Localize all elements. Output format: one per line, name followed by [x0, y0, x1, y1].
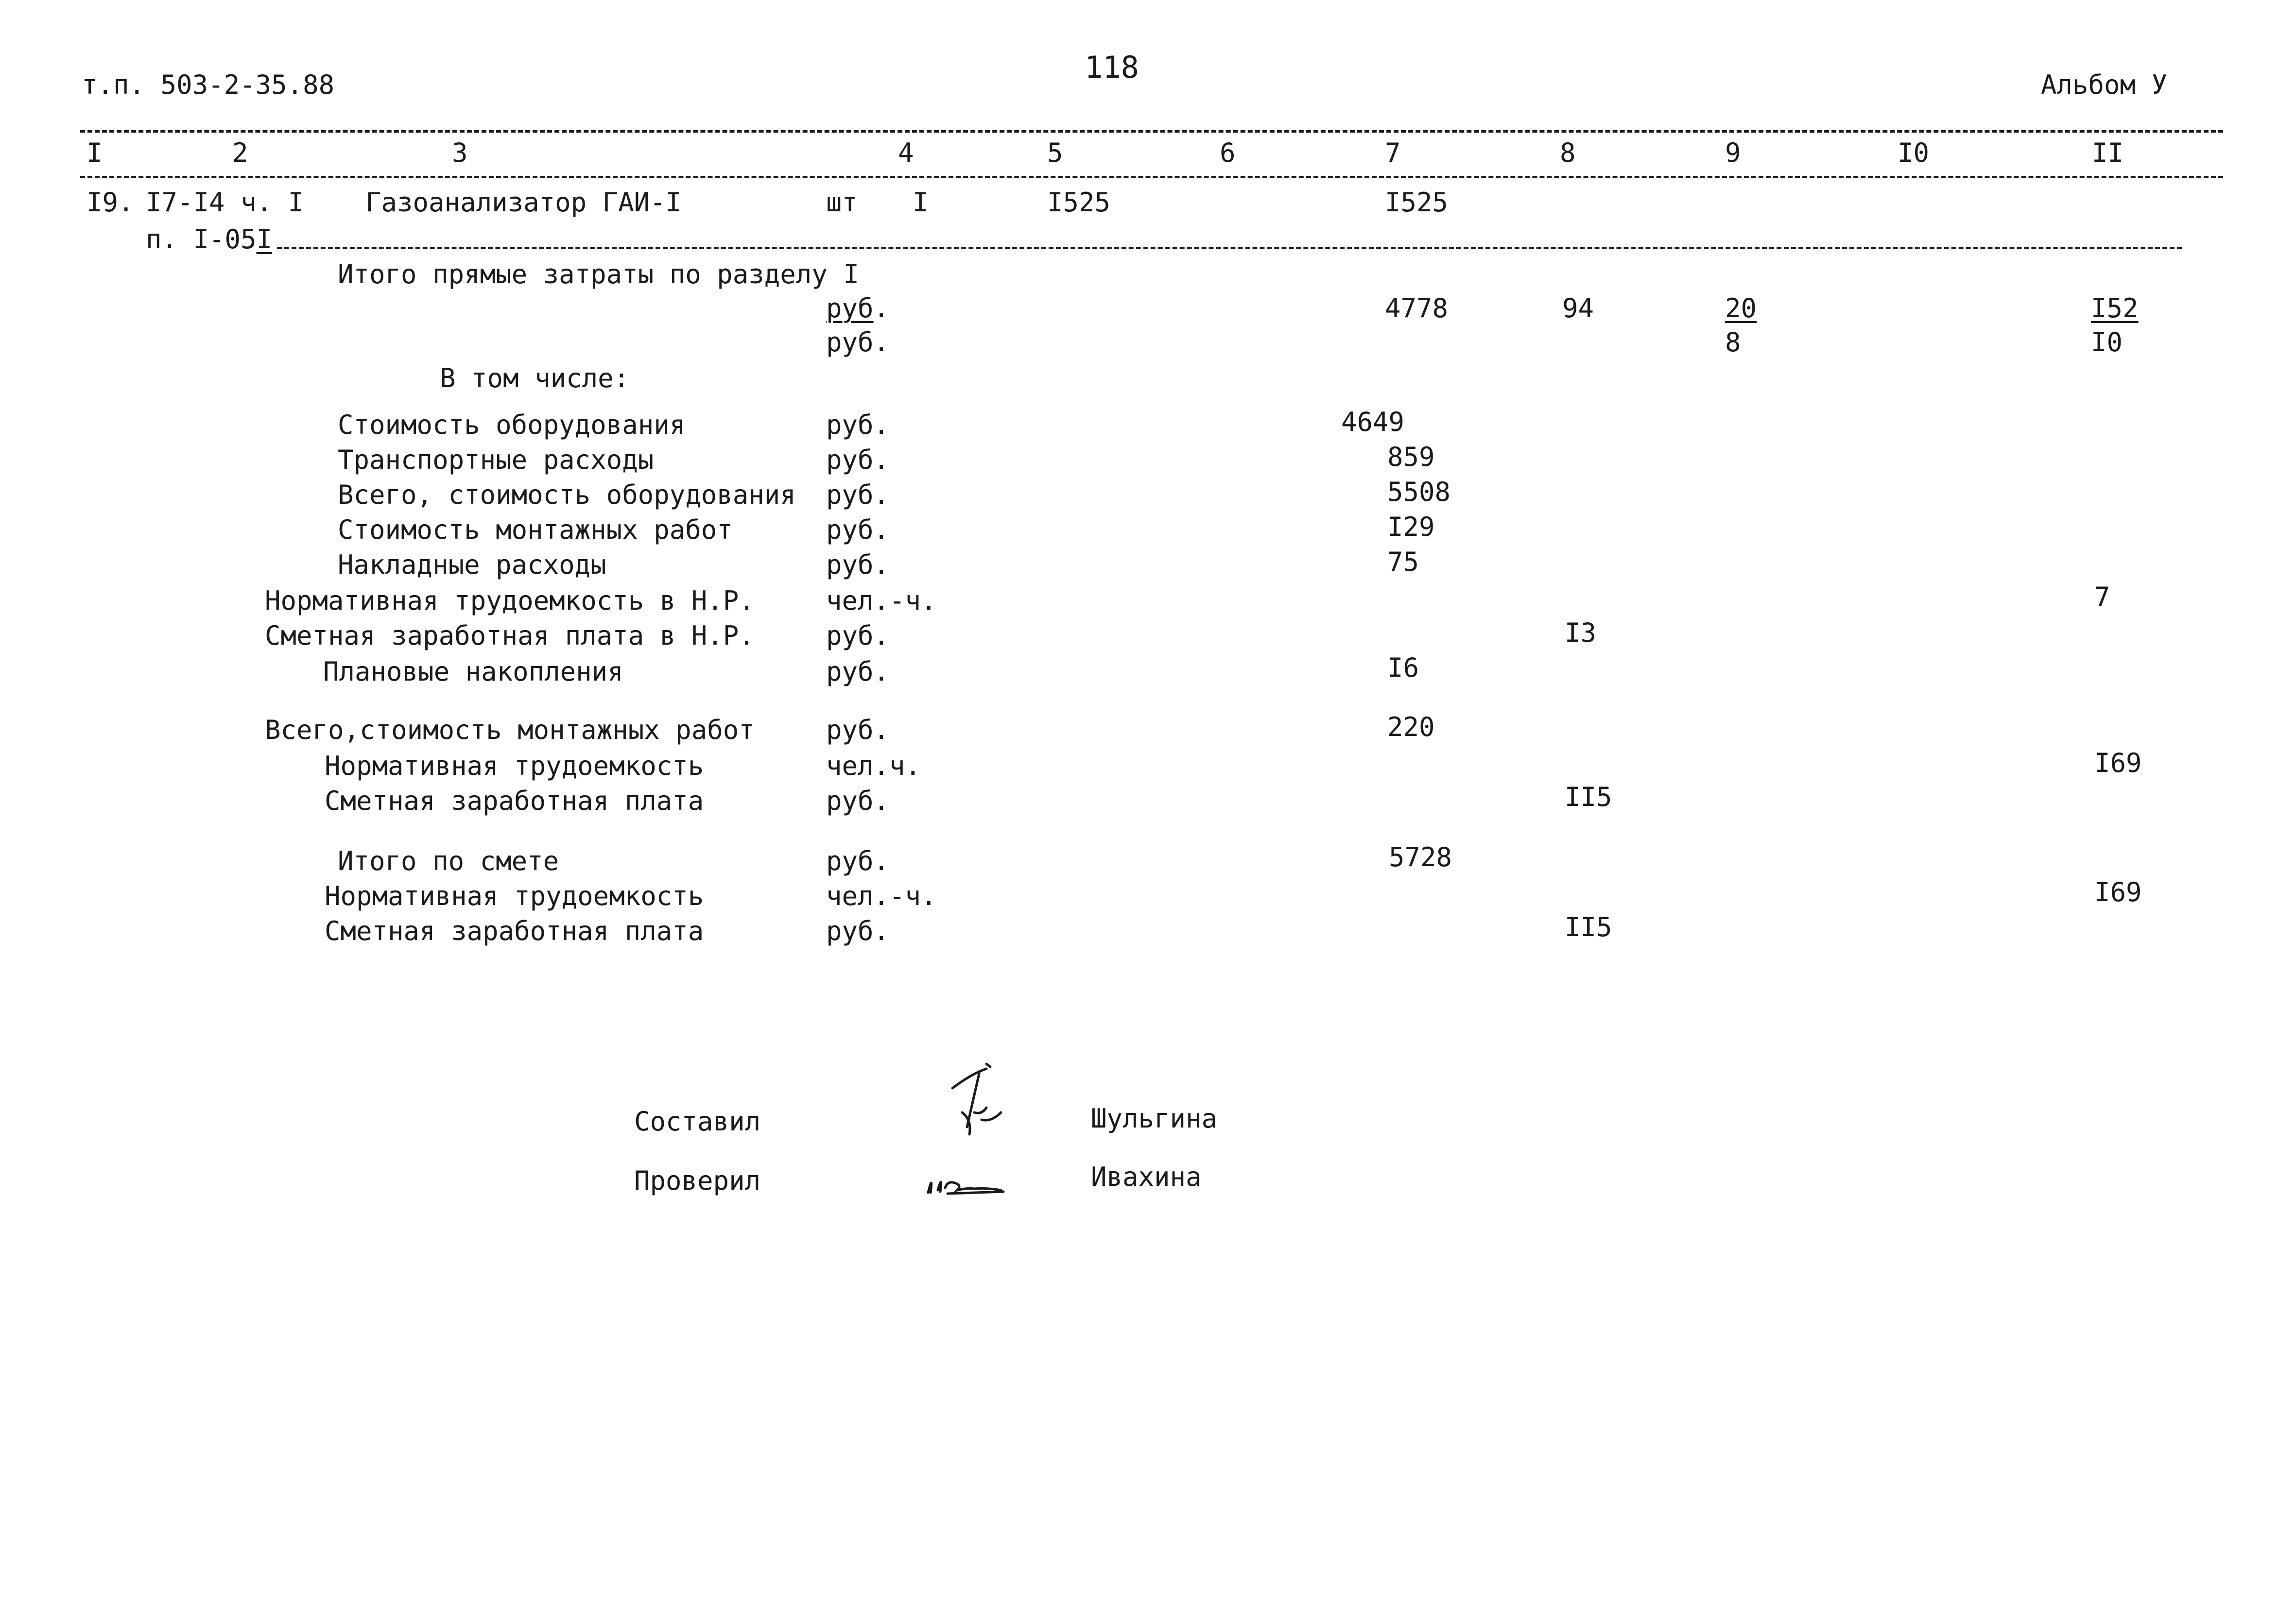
- row-code2-tail: I: [256, 224, 273, 255]
- wage-np-value: I3: [1565, 617, 1597, 648]
- equipment-cost-unit: руб.: [826, 410, 890, 440]
- row-code: I7-I4 ч. I: [146, 187, 304, 218]
- estimate-total-unit: руб.: [826, 846, 890, 876]
- document-code: т.п. 503-2-35.88: [82, 69, 335, 100]
- norm-labor-label: Нормативная трудоемкость: [325, 751, 704, 781]
- section-total-col8: 94: [1562, 293, 1594, 324]
- total-install-unit: руб.: [826, 715, 890, 745]
- col-header-7: 7: [1385, 137, 1401, 168]
- section-total-col9: 20: [1725, 293, 1757, 324]
- planned-label: Плановые накопления: [323, 656, 623, 687]
- install-cost-value: I29: [1387, 512, 1435, 542]
- total-equipment-label: Всего, стоимость оборудования: [338, 479, 796, 510]
- section-total-col11: I52: [2091, 293, 2139, 324]
- row-code2: п. I-05: [146, 224, 257, 255]
- checked-label: Проверил: [634, 1165, 761, 1196]
- header-rule-bottom: [80, 176, 2223, 178]
- wage-unit: руб.: [826, 786, 890, 816]
- section-total-col11b: I0: [2091, 327, 2123, 358]
- wage-np-unit: руб.: [826, 620, 890, 651]
- col-header-8: 8: [1560, 137, 1576, 168]
- total-install-label: Всего,стоимость монтажных работ: [265, 715, 755, 745]
- col-header-6: 6: [1220, 137, 1236, 168]
- section-total-unit1: [826, 295, 889, 322]
- row-rule: [277, 247, 2182, 249]
- row-price: I525: [1047, 187, 1111, 218]
- page-number: 118: [1085, 50, 1139, 85]
- install-cost-unit: руб.: [826, 514, 890, 545]
- signature-compiled-icon: [933, 1054, 1011, 1146]
- col-header-3: 3: [452, 137, 468, 168]
- norm-labor-np-label: Нормативная трудоемкость в Н.Р.: [265, 585, 755, 616]
- section-total-label: Итого прямые затраты по разделу I: [338, 259, 859, 290]
- equipment-cost-label: Стоимость оборудования: [338, 410, 686, 440]
- row-name: Газоанализатор ГАИ-I: [365, 187, 682, 218]
- norm-labor-np-value: 7: [2094, 581, 2110, 612]
- signature-checked-icon: [918, 1163, 1011, 1207]
- total-install-value: 220: [1387, 712, 1435, 742]
- equipment-cost-value: 4649: [1341, 407, 1405, 437]
- transport-value: 859: [1387, 442, 1435, 472]
- header-rule-top: [80, 130, 2223, 133]
- compiled-name: Шульгина: [1091, 1103, 1218, 1134]
- install-cost-label: Стоимость монтажных работ: [338, 514, 733, 545]
- norm-labor-np-unit: чел.-ч.: [826, 585, 937, 616]
- checked-name: Ивахина: [1091, 1162, 1202, 1192]
- album-label: Альбом У: [2041, 69, 2168, 100]
- wage-value: II5: [1565, 782, 1612, 812]
- row-total: I525: [1385, 187, 1449, 218]
- overhead-value: 75: [1387, 547, 1419, 577]
- total-equipment-value: 5508: [1387, 477, 1451, 507]
- transport-label: Транспортные расходы: [338, 444, 654, 475]
- including-label: В том числе:: [440, 363, 630, 393]
- row-unit: шт: [826, 187, 858, 218]
- norm-labor2-value: I69: [2094, 877, 2142, 907]
- wage2-unit: руб.: [826, 916, 890, 946]
- row-qty: I: [913, 187, 929, 218]
- norm-labor-unit: чел.ч.: [826, 751, 921, 781]
- overhead-unit: руб.: [826, 549, 890, 580]
- section-total-unit1-tail: .: [873, 293, 890, 324]
- wage2-value: II5: [1565, 912, 1612, 942]
- section-total-unit1-text: руб: [826, 293, 874, 324]
- col-header-9: 9: [1725, 137, 1741, 168]
- col-header-2: 2: [232, 137, 248, 168]
- estimate-total-label: Итого по смете: [338, 846, 559, 876]
- wage-np-label: Сметная заработная плата в Н.Р.: [265, 620, 755, 651]
- overhead-label: Накладные расходы: [338, 549, 606, 580]
- norm-labor2-label: Нормативная трудоемкость: [325, 881, 704, 911]
- col-header-11: II: [2092, 137, 2124, 168]
- wage2-label: Сметная заработная плата: [325, 916, 704, 946]
- compiled-label: Составил: [634, 1106, 761, 1137]
- row-number: I9.: [86, 187, 134, 218]
- planned-unit: руб.: [826, 656, 890, 687]
- wage-label: Сметная заработная плата: [325, 786, 704, 816]
- section-total-col7: 4778: [1385, 293, 1449, 324]
- section-total-unit2: руб.: [826, 327, 890, 358]
- col-header-4: 4: [898, 137, 914, 168]
- col-header-10: I0: [1898, 137, 1930, 168]
- planned-value: I6: [1387, 652, 1419, 683]
- transport-unit: руб.: [826, 444, 890, 475]
- col-header-5: 5: [1047, 137, 1063, 168]
- section-total-col9b: 8: [1725, 327, 1741, 358]
- norm-labor2-unit: чел.-ч.: [826, 881, 937, 911]
- row-code-line2: [146, 226, 272, 253]
- col-header-1: I: [86, 137, 103, 168]
- norm-labor-value: I69: [2094, 748, 2142, 778]
- total-equipment-unit: руб.: [826, 479, 890, 510]
- estimate-total-value: 5728: [1389, 842, 1452, 872]
